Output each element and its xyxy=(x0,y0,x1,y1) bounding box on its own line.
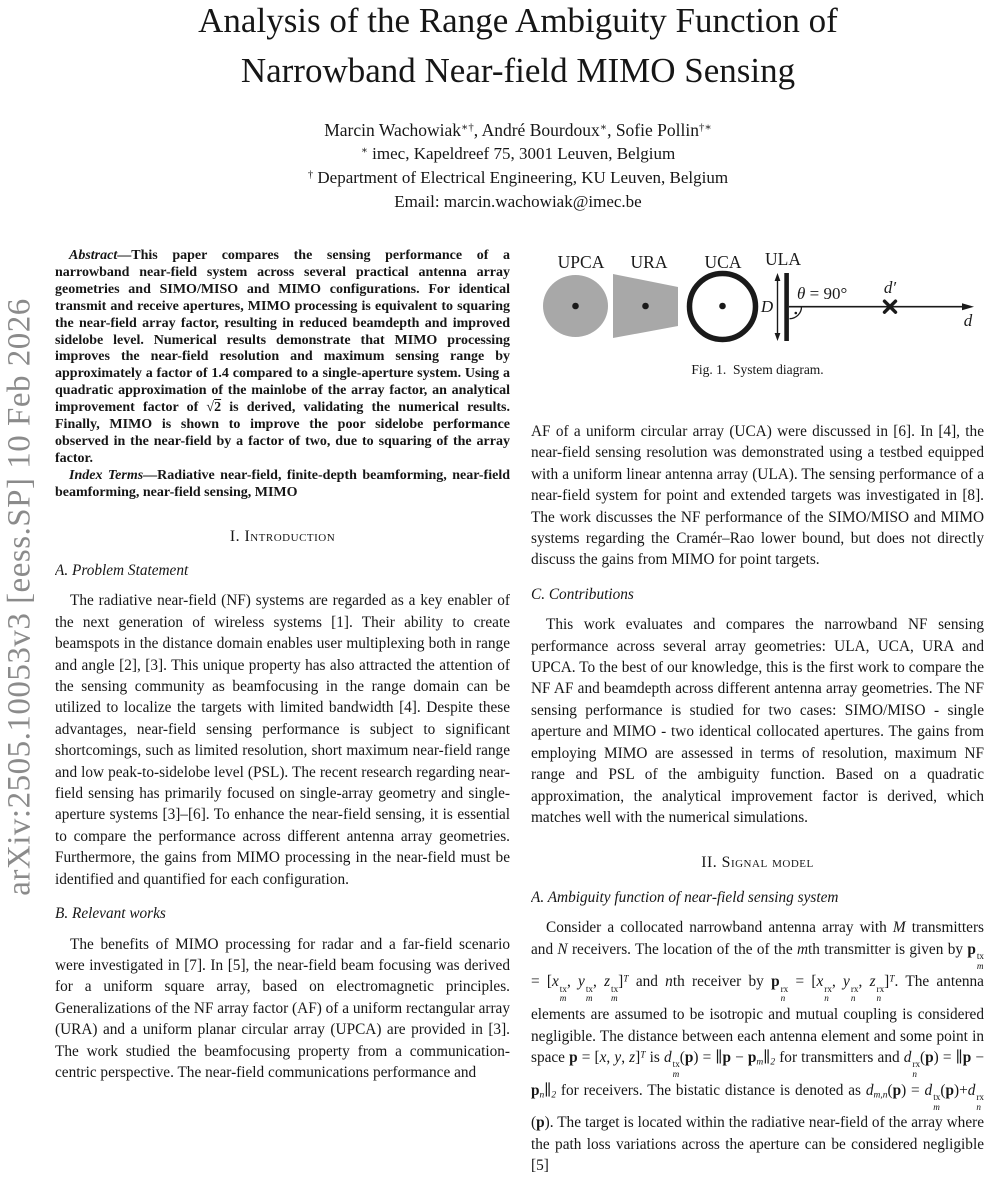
system-diagram xyxy=(531,248,984,345)
figure-1-caption: Fig. 1. System diagram. xyxy=(691,362,824,377)
uca-center-dot xyxy=(719,303,726,310)
uca-label: UCA xyxy=(704,252,742,272)
right-column-text xyxy=(531,421,984,1177)
body-paragraph: AF of a uniform circular array (UCA) were discussed in [6]. In [4], the near-field sensing resolution was demonstrated using a testbed equipped with a uniform linear antenna array (ULA). The sensing performance of a near-field system for point and extended targets was investigated in [8]. The work discusses the NF performance of the SIMO/MISO and MIMO systems regarding the Cramér–Rao lower bound, but does not directly discuss the gains from MIMO for point targets. xyxy=(531,423,984,569)
subsection-heading: C. Contributions xyxy=(531,585,634,603)
angle-arc-dot xyxy=(795,312,798,315)
affiliation-imec: ∗ imec, Kapeldreef 75, 3001 Leuven, Belgium xyxy=(360,144,676,163)
uca-shape xyxy=(690,252,756,340)
body-paragraph: Consider a collocated narrowband antenna array with M transmitters and N receivers. The location of the of the mth transmitter is given by p tx m = [x tx m , y tx m , z tx m ]$^T$ and nth receiver by p rx n = [x rx n , y rx n , z rx n ]$^T$. The antenna elements are assumed to be isotropic and mutual coupling is considered negligible. The distance between each antenna element and some point in space p = [x, y, z]$^T$ is d tx m (p) = ∥p − $p_m\parallel_2$ for transmitters and d rx n (p) = ∥p − $p_n\parallel_2$ for receivers. The bistatic distance is denoted as $d_{m,n}(p) = d$ tx m (p)+d rx n (p). The target is located within the radiative near-field of the array where the path loss variations across the aperture can be considered negligible [5] xyxy=(531,919,984,1175)
affiliation-ku-leuven: † Department of Electrical Engineering, KU Leuven, Belgium xyxy=(307,168,729,187)
axis-arrowhead xyxy=(962,303,974,310)
angle-label: θ = 90° xyxy=(797,284,848,303)
range-axis xyxy=(789,278,974,330)
paper-title xyxy=(52,0,984,96)
body-paragraph: This work evaluates and compares the narrowband NF sensing performance across several array geometries: ULA, UCA, URA and UPCA. To the best of our knowledge, this is the first work to compare the NF AF and beamdepth across different antenna array geometries. The NF sensing performance is studied for two cases: SIMO/MISO - single aperture and MIMO - two identical collocated apertures. The gains from employing MIMO are assessed in terms of resolution, maximum NF range and PSL of the ambiguity function. Based on a quadratic approximation, the analytical improvement factor is derived, which matches well with the numerical simulations. xyxy=(531,616,984,826)
body-paragraph: The radiative near-field (NF) systems are regarded as a key enabler of the next generation of wireless systems [1]. Their ability to create beamspots in the distance domain enables user multiplexing both in range and angle [2], [3]. This unique property has also attracted the attention of the sensing community as beamfocusing in the range domain can be utilized to localize the targets with limited bandwidth [4]. Despite these advantages, near-field sensing performance is subject to significant shortcomings, such as limited resolution, short maximum near-field range and low peak-to-sidelobe level (PSL). The recent research regarding near-field sensing has primarily focused on single-array geometry and single-aperture systems [3]–[6]. To enhance the near-field sensing, it is essential to compare the performance across different antenna array geometries. Furthermore, the gains from MIMO processing in the near-field must be identified and quantified for each configuration. xyxy=(55,592,510,888)
ura-shape xyxy=(613,252,678,338)
section-heading: I. Introduction xyxy=(229,527,336,545)
section-heading: II. Signal model xyxy=(701,854,814,872)
upca-shape xyxy=(543,252,608,337)
ula-array xyxy=(765,249,801,341)
target-range-label: d′ xyxy=(883,278,897,297)
abstract-paragraph: Abstract—This paper compares the sensing performance of a narrowband near-field system across several practical antenna array geometries and SIMO/MISO and MIMO configurations. For identical transmit and receive apertures, MIMO processing is equivalent to squaring the near-field array factor, resulting in reduced beamdepth and improved sidelobe level. Numerical results demonstrate that MIMO processing improves the near-field resolution and maximum sensing range by approximately a factor of 1.4 compared to a single-aperture system. Using a quadratic approximation of the mainlobe of the array factor, an analytical improvement factor of √2 is derived, validating the numerical results. Finally, MIMO is shown to improve the poor sidelobe performance observed in the near-field by a factor of two, due to squaring of the array factor. xyxy=(55,248,510,466)
figure-1 xyxy=(531,248,984,377)
ula-label: ULA xyxy=(765,249,801,269)
authors-line: Marcin Wachowiak∗†, André Bourdoux∗, Sofie Pollin†∗ xyxy=(324,120,712,140)
aperture-dimension-arrow xyxy=(760,273,781,341)
title-line-1: Analysis of the Range Ambiguity Function of xyxy=(198,1,838,40)
upca-label: UPCA xyxy=(557,252,605,272)
title-line-2: Narrowband Near-field MIMO Sensing xyxy=(240,51,796,90)
paper-header xyxy=(52,0,984,214)
axis-label: d xyxy=(963,311,973,330)
ura-label: URA xyxy=(630,252,668,272)
aperture-size-label: D xyxy=(760,297,774,316)
left-column xyxy=(55,248,510,1200)
ura-center-dot xyxy=(642,303,649,310)
upca-center-dot xyxy=(572,303,579,310)
body-paragraph: The benefits of MIMO processing for radar and a far-field scenario were investigated in [7]. In [5], the near-field beam focusing was derived for a uniform square array, based on electromagnetic principles. Generalizations of the NF array factor (AF) of a uniform rectangular array (URA) and a uniform planar circular array (UPCA) are provided in [3]. The work studied the beamfocusing property from a communication-centric perspective. The near-field communications performance and xyxy=(55,935,510,1081)
email-line: Email: marcin.wachowiak@imec.be xyxy=(394,192,642,211)
subsection-heading: B. Relevant works xyxy=(55,905,166,923)
arxiv-watermark: arXiv:2505.10053v3 [eess.SP] 10 Feb 2026 xyxy=(1,298,38,896)
subsection-heading: A. Ambiguity function of near-field sensing system xyxy=(531,888,839,906)
right-column xyxy=(531,248,984,1200)
subsection-heading: A. Problem Statement xyxy=(55,562,189,579)
index-terms: Index Terms—Radiative near-field, finite-depth beamforming, near-field beamforming, near-field sensing, MIMO xyxy=(55,467,510,500)
